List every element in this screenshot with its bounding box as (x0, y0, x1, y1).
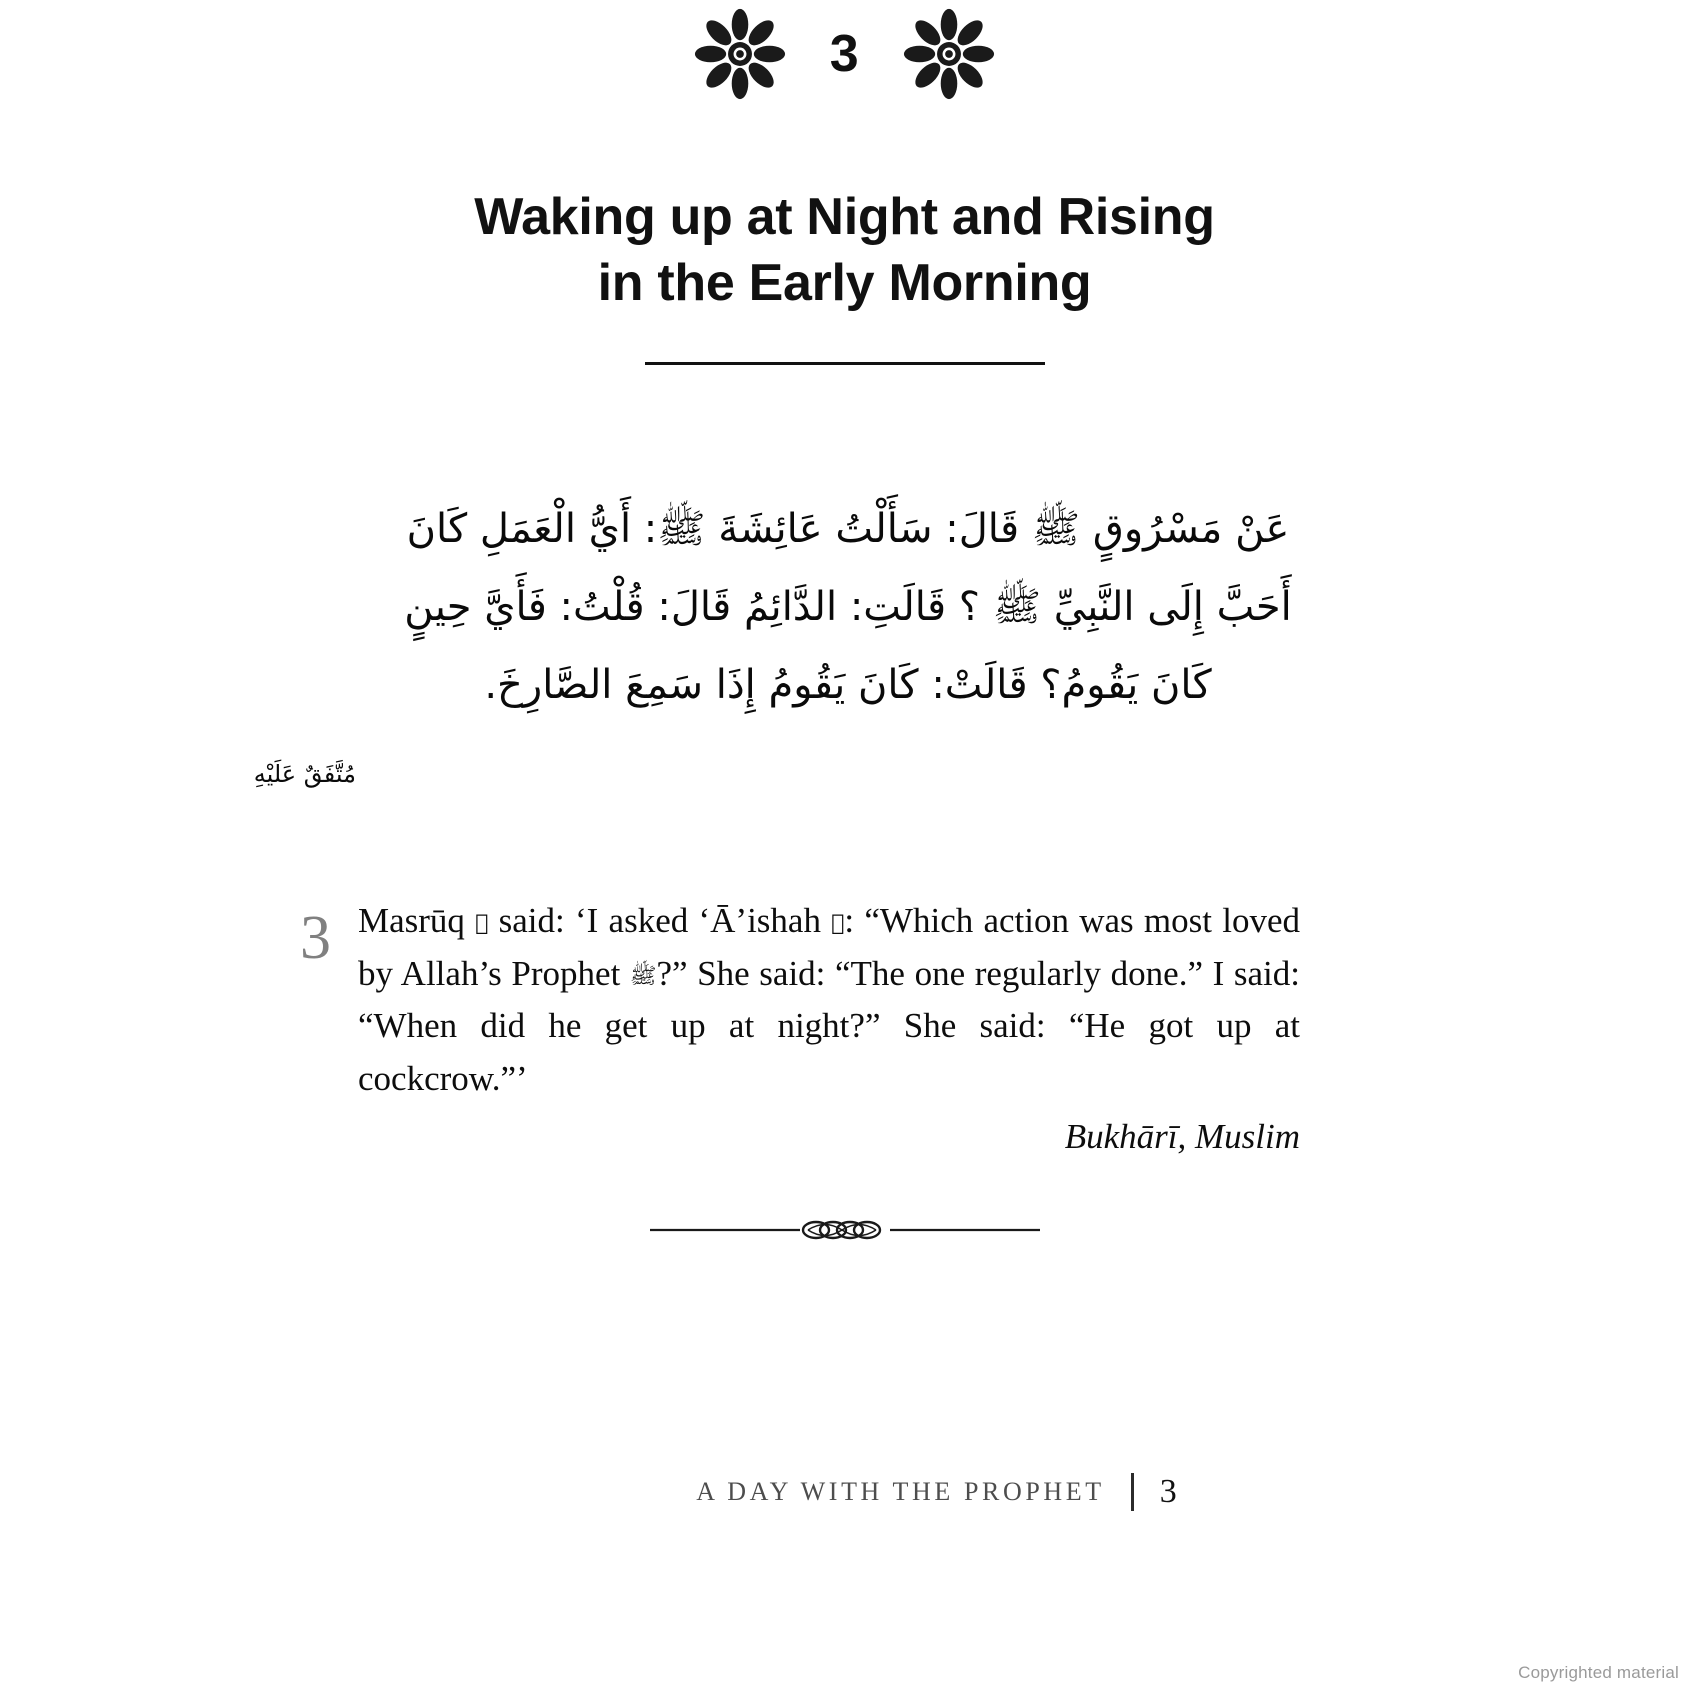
footer-divider-bar (1131, 1473, 1134, 1511)
translation-body (358, 895, 1300, 1157)
translation-block (300, 895, 1300, 1157)
footer-inner (696, 1473, 1177, 1511)
hadith-number: 3 (300, 904, 331, 972)
arabic-hadith-block (253, 490, 1366, 788)
section-divider (0, 1215, 1689, 1245)
chapter-header (0, 6, 1689, 102)
page-footer (0, 1473, 1689, 1511)
honorific-radiallahu-anha-icon: ﷣ (831, 911, 845, 936)
translation-text (358, 895, 1300, 1105)
arabic-line: كَانَ يَقُومُ؟ قَالَتْ: كَانَ يَقُومُ إِذَا سَمِعَ الصَّارِخَ. (484, 662, 1212, 708)
honorific-sallallahu-alayhi-wasallam-icon: ﷺ (629, 963, 657, 989)
translation-segment: said: ‘I asked ‘Ā’ishah (488, 901, 832, 940)
arabic-line: أَحَبَّ إِلَى النَّبِيِّ ﷺ ؟ قَالَتِ: الدَّائِمُ قَالَ: قُلْتُ: فَأَيَّ حِينٍ (404, 584, 1292, 630)
eight-point-rosette-icon (903, 8, 995, 100)
title-block (0, 185, 1689, 365)
braided-knot-divider-icon (650, 1215, 1040, 1245)
chapter-number: 3 (829, 25, 860, 83)
translation-segment: ?” She said: “The one regularly done.” I said: “When did he get up at night?” She said: “He got up at cockcrow.”’ (358, 953, 1300, 1098)
translation-segment: : “Which action was most loved by Allah’s Prophet (358, 901, 1300, 993)
copyright-watermark: Copyrighted material (1518, 1663, 1679, 1682)
arabic-line: عَنْ مَسْرُوقٍ ﷺ قَالَ: سَأَلْتُ عَائِشَةَ ﷺ: أَيُّ الْعَمَلِ كَانَ (406, 506, 1290, 552)
arabic-source-attribution: مُتَّفَقٌ عَلَيْهِ (253, 760, 356, 788)
chapter-title-line-2: in the Early Morning (597, 253, 1092, 312)
eight-point-rosette-icon (694, 8, 786, 100)
chapter-title-line-1: Waking up at Night and Rising (474, 188, 1215, 246)
page-title (305, 185, 1385, 316)
honorific-radiallahu-anhu-icon: ﷡ (475, 911, 489, 936)
title-divider-rule (645, 362, 1045, 365)
translation-segment: Masrūq (358, 901, 476, 940)
source-attribution: Bukhārī, Muslim (1064, 1117, 1300, 1156)
running-head: A DAY WITH THE PROPHET (696, 1477, 1105, 1506)
page-number: 3 (1159, 1473, 1177, 1510)
